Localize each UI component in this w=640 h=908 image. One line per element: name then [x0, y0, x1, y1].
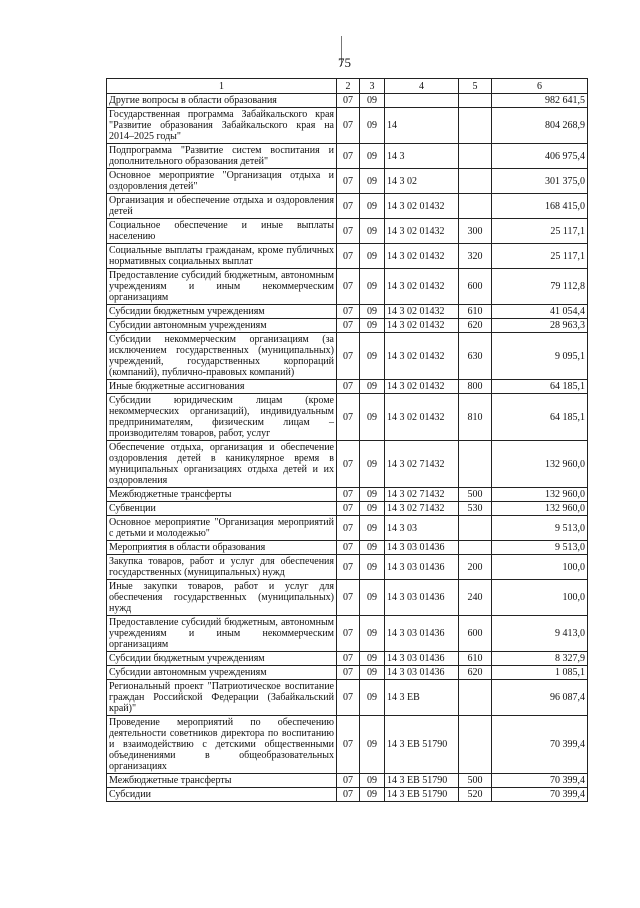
- row-section: 07: [337, 194, 360, 219]
- row-name: Другие вопросы в области образования: [107, 94, 337, 108]
- row-amount: 100,0: [492, 555, 588, 580]
- row-section: 07: [337, 333, 360, 380]
- row-target-code: 14 3 EB: [385, 680, 459, 716]
- row-subsection: 09: [360, 488, 385, 502]
- row-section: 07: [337, 680, 360, 716]
- row-expense-type: [459, 716, 492, 774]
- row-section: 07: [337, 144, 360, 169]
- budget-table: [106, 78, 588, 802]
- row-amount: 1 085,1: [492, 666, 588, 680]
- row-section: 07: [337, 269, 360, 305]
- row-expense-type: 600: [459, 616, 492, 652]
- row-amount: 70 399,4: [492, 774, 588, 788]
- row-amount: 25 117,1: [492, 244, 588, 269]
- table-row: [107, 716, 588, 774]
- table-row: [107, 394, 588, 441]
- row-section: 07: [337, 616, 360, 652]
- row-subsection: 09: [360, 580, 385, 616]
- row-target-code: 14 3 02 01432: [385, 380, 459, 394]
- row-amount: 25 117,1: [492, 219, 588, 244]
- row-subsection: 09: [360, 319, 385, 333]
- row-name: Субсидии некоммерческим организациям (за исключением государственных (муниципальных) учреждений, государственных корпораций (компаний), публично-правовых компаний): [107, 333, 337, 380]
- row-target-code: 14: [385, 108, 459, 144]
- row-amount: 28 963,3: [492, 319, 588, 333]
- row-subsection: 09: [360, 680, 385, 716]
- row-target-code: 14 3 03 01436: [385, 580, 459, 616]
- row-amount: 64 185,1: [492, 394, 588, 441]
- row-section: 07: [337, 788, 360, 802]
- row-expense-type: 810: [459, 394, 492, 441]
- row-section: 07: [337, 555, 360, 580]
- table-body: [107, 94, 588, 802]
- row-amount: 132 960,0: [492, 441, 588, 488]
- row-amount: 79 112,8: [492, 269, 588, 305]
- row-subsection: 09: [360, 616, 385, 652]
- table-row: [107, 788, 588, 802]
- row-subsection: 09: [360, 541, 385, 555]
- row-subsection: 09: [360, 652, 385, 666]
- row-amount: 132 960,0: [492, 502, 588, 516]
- row-section: 07: [337, 94, 360, 108]
- row-section: 07: [337, 380, 360, 394]
- row-amount: 406 975,4: [492, 144, 588, 169]
- row-target-code: 14 3 02 71432: [385, 441, 459, 488]
- table-row: [107, 219, 588, 244]
- row-subsection: 09: [360, 716, 385, 774]
- row-expense-type: 520: [459, 788, 492, 802]
- row-name: Социальное обеспечение и иные выплаты населению: [107, 219, 337, 244]
- table-row: [107, 652, 588, 666]
- row-amount: 41 054,4: [492, 305, 588, 319]
- table-row: [107, 666, 588, 680]
- table-row: [107, 441, 588, 488]
- column-header-5: 5: [459, 79, 492, 94]
- table-row: [107, 516, 588, 541]
- row-amount: 301 375,0: [492, 169, 588, 194]
- row-amount: 9 095,1: [492, 333, 588, 380]
- row-expense-type: 800: [459, 380, 492, 394]
- row-amount: 70 399,4: [492, 788, 588, 802]
- row-amount: 8 327,9: [492, 652, 588, 666]
- table-row: [107, 555, 588, 580]
- column-header-3: 3: [360, 79, 385, 94]
- row-expense-type: 500: [459, 488, 492, 502]
- row-target-code: 14 3 02 01432: [385, 394, 459, 441]
- row-subsection: 09: [360, 502, 385, 516]
- row-expense-type: 610: [459, 305, 492, 319]
- table-row: [107, 502, 588, 516]
- row-section: 07: [337, 774, 360, 788]
- table-row: [107, 680, 588, 716]
- row-amount: 168 415,0: [492, 194, 588, 219]
- row-subsection: 09: [360, 144, 385, 169]
- row-subsection: 09: [360, 380, 385, 394]
- row-amount: 9 513,0: [492, 516, 588, 541]
- row-name: Основное мероприятие "Организация мероприятий с детьми и молодежью": [107, 516, 337, 541]
- row-expense-type: 600: [459, 269, 492, 305]
- row-amount: 9 513,0: [492, 541, 588, 555]
- row-expense-type: 620: [459, 666, 492, 680]
- row-name: Социальные выплаты гражданам, кроме публичных нормативных социальных выплат: [107, 244, 337, 269]
- row-expense-type: [459, 144, 492, 169]
- row-expense-type: [459, 516, 492, 541]
- row-subsection: 09: [360, 774, 385, 788]
- table-row: [107, 333, 588, 380]
- row-target-code: 14 3 02 71432: [385, 502, 459, 516]
- row-name: Подпрограмма "Развитие систем воспитания и дополнительного образования детей": [107, 144, 337, 169]
- row-subsection: 09: [360, 666, 385, 680]
- row-expense-type: 500: [459, 774, 492, 788]
- column-header-6: 6: [492, 79, 588, 94]
- row-name: Основное мероприятие "Организация отдыха и оздоровления детей": [107, 169, 337, 194]
- row-name: Субсидии бюджетным учреждениям: [107, 305, 337, 319]
- row-expense-type: 240: [459, 580, 492, 616]
- row-expense-type: 300: [459, 219, 492, 244]
- row-expense-type: [459, 94, 492, 108]
- row-subsection: 09: [360, 555, 385, 580]
- row-name: Межбюджетные трансферты: [107, 774, 337, 788]
- row-target-code: 14 3 03 01436: [385, 541, 459, 555]
- row-target-code: 14 3: [385, 144, 459, 169]
- row-section: 07: [337, 169, 360, 194]
- table-row: [107, 194, 588, 219]
- row-expense-type: [459, 680, 492, 716]
- row-target-code: 14 3 02 01432: [385, 269, 459, 305]
- row-target-code: 14 3 EB 51790: [385, 716, 459, 774]
- page-number: 75: [338, 55, 351, 70]
- row-target-code: [385, 94, 459, 108]
- row-subsection: 09: [360, 269, 385, 305]
- header-row: [107, 79, 588, 94]
- row-section: 07: [337, 108, 360, 144]
- table-row: [107, 144, 588, 169]
- row-name: Мероприятия в области образования: [107, 541, 337, 555]
- row-amount: 132 960,0: [492, 488, 588, 502]
- row-amount: 9 413,0: [492, 616, 588, 652]
- row-subsection: 09: [360, 219, 385, 244]
- row-section: 07: [337, 219, 360, 244]
- row-name: Иные бюджетные ассигнования: [107, 380, 337, 394]
- row-section: 07: [337, 502, 360, 516]
- table-row: [107, 541, 588, 555]
- row-name: Обеспечение отдыха, организация и обеспечение оздоровления детей в каникулярное время в муниципальных организациях отдыха детей и их оздоровления: [107, 441, 337, 488]
- row-expense-type: [459, 541, 492, 555]
- table-row: [107, 94, 588, 108]
- row-name: Субсидии: [107, 788, 337, 802]
- row-amount: 804 268,9: [492, 108, 588, 144]
- row-target-code: 14 3 02 01432: [385, 319, 459, 333]
- row-subsection: 09: [360, 169, 385, 194]
- row-name: Предоставление субсидий бюджетным, автономным учреждениям и иным некоммерческим организациям: [107, 616, 337, 652]
- row-expense-type: [459, 194, 492, 219]
- row-section: 07: [337, 441, 360, 488]
- row-expense-type: [459, 169, 492, 194]
- row-expense-type: 620: [459, 319, 492, 333]
- table-row: [107, 774, 588, 788]
- table-row: [107, 380, 588, 394]
- row-target-code: 14 3 02 01432: [385, 305, 459, 319]
- row-name: Субсидии бюджетным учреждениям: [107, 652, 337, 666]
- table-row: [107, 169, 588, 194]
- table-row: [107, 108, 588, 144]
- row-expense-type: 200: [459, 555, 492, 580]
- table-row: [107, 488, 588, 502]
- row-section: 07: [337, 319, 360, 333]
- table-row: [107, 269, 588, 305]
- row-target-code: 14 3 03 01436: [385, 616, 459, 652]
- row-target-code: 14 3 EB 51790: [385, 774, 459, 788]
- row-section: 07: [337, 516, 360, 541]
- row-name: Организация и обеспечение отдыха и оздоровления детей: [107, 194, 337, 219]
- row-amount: 70 399,4: [492, 716, 588, 774]
- row-target-code: 14 3 02 01432: [385, 244, 459, 269]
- row-section: 07: [337, 666, 360, 680]
- row-subsection: 09: [360, 108, 385, 144]
- row-subsection: 09: [360, 441, 385, 488]
- row-amount: 100,0: [492, 580, 588, 616]
- row-subsection: 09: [360, 516, 385, 541]
- row-section: 07: [337, 580, 360, 616]
- row-expense-type: 610: [459, 652, 492, 666]
- row-name: Иные закупки товаров, работ и услуг для обеспечения государственных (муниципальных) нужд: [107, 580, 337, 616]
- table-row: [107, 244, 588, 269]
- row-target-code: 14 3 03: [385, 516, 459, 541]
- row-section: 07: [337, 244, 360, 269]
- row-name: Закупка товаров, работ и услуг для обеспечения государственных (муниципальных) нужд: [107, 555, 337, 580]
- row-name: Проведение мероприятий по обеспечению деятельности советников директора по воспитанию и взаимодействию с детскими общественными объединениями в общеобразовательных организациях: [107, 716, 337, 774]
- row-name: Предоставление субсидий бюджетным, автономным учреждениям и иным некоммерческим организациям: [107, 269, 337, 305]
- row-section: 07: [337, 394, 360, 441]
- row-target-code: 14 3 03 01436: [385, 652, 459, 666]
- row-subsection: 09: [360, 94, 385, 108]
- row-subsection: 09: [360, 333, 385, 380]
- row-name: Субвенции: [107, 502, 337, 516]
- row-name: Межбюджетные трансферты: [107, 488, 337, 502]
- row-amount: 982 641,5: [492, 94, 588, 108]
- row-subsection: 09: [360, 194, 385, 219]
- row-subsection: 09: [360, 244, 385, 269]
- table-row: [107, 616, 588, 652]
- row-expense-type: 530: [459, 502, 492, 516]
- row-amount: 64 185,1: [492, 380, 588, 394]
- row-subsection: 09: [360, 788, 385, 802]
- row-name: Субсидии автономным учреждениям: [107, 319, 337, 333]
- row-target-code: 14 3 02 01432: [385, 333, 459, 380]
- row-name: Субсидии юридическим лицам (кроме некоммерческих организаций), индивидуальным предпринимателям, физическим лицам – производителям товаров, работ, услуг: [107, 394, 337, 441]
- column-header-2: 2: [337, 79, 360, 94]
- row-expense-type: 320: [459, 244, 492, 269]
- row-subsection: 09: [360, 394, 385, 441]
- row-section: 07: [337, 305, 360, 319]
- row-target-code: 14 3 EB 51790: [385, 788, 459, 802]
- table-row: [107, 580, 588, 616]
- row-expense-type: [459, 441, 492, 488]
- row-expense-type: [459, 108, 492, 144]
- row-target-code: 14 3 02: [385, 169, 459, 194]
- row-name: Региональный проект "Патриотическое воспитание граждан Российской Федерации (Забайкальский край)": [107, 680, 337, 716]
- row-target-code: 14 3 02 01432: [385, 219, 459, 244]
- row-name: Государственная программа Забайкальского края "Развитие образования Забайкальского края на 2014–2025 годы": [107, 108, 337, 144]
- row-section: 07: [337, 488, 360, 502]
- row-target-code: 14 3 02 71432: [385, 488, 459, 502]
- row-section: 07: [337, 652, 360, 666]
- table-row: [107, 319, 588, 333]
- column-header-1: 1: [107, 79, 337, 94]
- row-expense-type: 630: [459, 333, 492, 380]
- column-header-4: 4: [385, 79, 459, 94]
- table-row: [107, 305, 588, 319]
- row-amount: 96 087,4: [492, 680, 588, 716]
- row-subsection: 09: [360, 305, 385, 319]
- row-section: 07: [337, 716, 360, 774]
- row-section: 07: [337, 541, 360, 555]
- row-target-code: 14 3 03 01436: [385, 555, 459, 580]
- row-name: Субсидии автономным учреждениям: [107, 666, 337, 680]
- row-target-code: 14 3 02 01432: [385, 194, 459, 219]
- row-target-code: 14 3 03 01436: [385, 666, 459, 680]
